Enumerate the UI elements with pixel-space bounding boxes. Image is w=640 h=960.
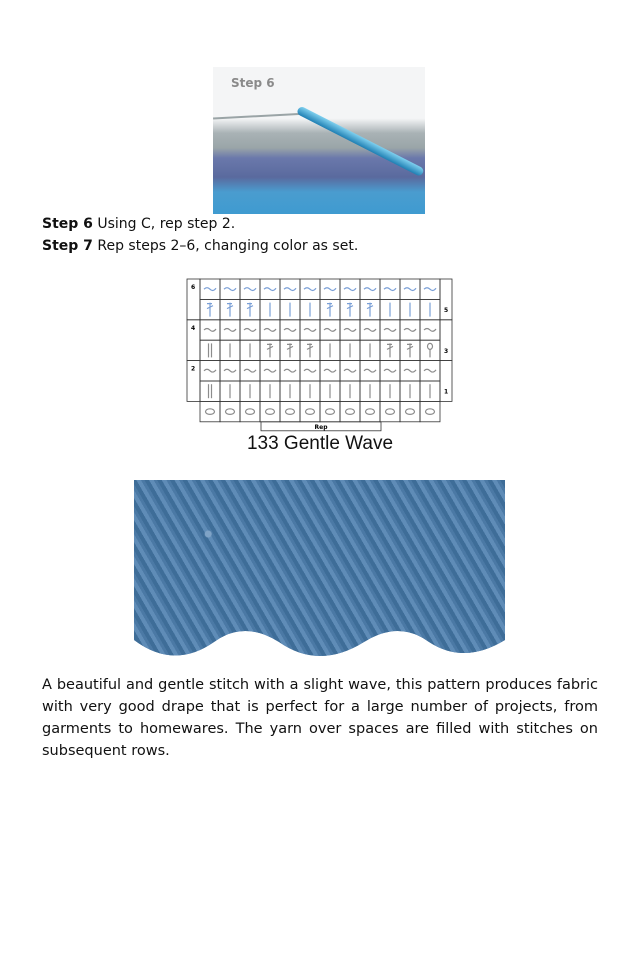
chain-symbol	[324, 369, 336, 372]
tr-symbol	[327, 303, 333, 317]
loop-symbol	[428, 343, 433, 349]
chain-symbol	[384, 369, 396, 372]
step-label: Step 7	[42, 238, 93, 254]
chain-symbol	[324, 329, 336, 332]
tr-symbol	[287, 343, 293, 357]
tr-symbol	[227, 303, 233, 317]
tr-symbol	[307, 343, 313, 357]
chain-symbol	[404, 288, 416, 291]
chain-symbol	[364, 369, 376, 372]
foundation-chain-symbol	[326, 409, 335, 415]
chain-symbol	[264, 369, 276, 372]
foundation-chain-symbol	[266, 409, 275, 415]
tr-symbol	[247, 303, 253, 317]
foundation-chain-symbol	[366, 409, 375, 415]
tr-symbol	[387, 343, 393, 357]
chain-symbol	[264, 329, 276, 332]
tr-symbol	[407, 343, 413, 357]
row-number-left: 2	[191, 365, 196, 373]
chain-symbol	[424, 288, 436, 291]
chain-symbol	[344, 329, 356, 332]
step-instruction: Rep steps 2–6, changing color as set.	[92, 238, 359, 254]
chain-symbol	[304, 369, 316, 372]
chart-cell	[300, 401, 320, 421]
chain-symbol	[304, 329, 316, 332]
chain-symbol	[324, 288, 336, 291]
chart-cell	[360, 401, 380, 421]
photo-label: Step 6	[231, 76, 275, 90]
stitch-chart	[0, 0, 640, 440]
step-instruction: Using C, rep step 2.	[92, 216, 236, 232]
foundation-chain-symbol	[206, 409, 215, 415]
step-label: Step 6	[42, 216, 93, 232]
row-number-left: 6	[191, 284, 196, 291]
foundation-chain-symbol	[426, 409, 435, 415]
chart-cell	[400, 401, 420, 421]
foundation-chain-symbol	[226, 409, 235, 415]
chain-symbol	[304, 288, 316, 291]
chain-symbol	[264, 288, 276, 291]
row-number-right: 5	[444, 307, 449, 314]
chart-cell	[320, 401, 340, 421]
chart-cell	[240, 401, 260, 421]
chart-cell	[220, 401, 240, 421]
chain-symbol	[364, 329, 376, 332]
chart-cell	[200, 381, 220, 401]
chain-symbol	[204, 329, 216, 332]
pattern-title: 133 Gentle Wave	[246, 433, 394, 454]
chain-symbol	[424, 329, 436, 332]
chain-symbol	[364, 288, 376, 291]
swatch-photo	[134, 480, 505, 660]
chain-symbol	[224, 288, 236, 291]
chain-symbol	[284, 369, 296, 372]
chain-symbol	[224, 369, 236, 372]
repeat-label: Rep	[314, 423, 328, 431]
chart-cell	[380, 401, 400, 421]
chart-cell	[200, 340, 220, 360]
chart-cell	[420, 401, 440, 421]
foundation-chain-symbol	[406, 409, 415, 415]
chart-cell	[280, 401, 300, 421]
tr-symbol	[267, 343, 273, 357]
foundation-chain-symbol	[306, 409, 315, 415]
foundation-chain-symbol	[386, 409, 395, 415]
pattern-description: A beautiful and gentle stitch with a slight wave, this pattern produces fabric with very good drape that is perfect for a large number of projects, from garments to homewares. The yarn over spaces are filled with stitches on subsequent rows.	[42, 677, 598, 759]
foundation-chain-symbol	[246, 409, 255, 415]
chain-symbol	[204, 369, 216, 372]
chain-symbol	[344, 288, 356, 291]
chain-symbol	[404, 369, 416, 372]
chart-cell	[200, 401, 220, 421]
chain-symbol	[344, 369, 356, 372]
tr-symbol	[207, 303, 213, 317]
row-number-right: 3	[444, 347, 449, 355]
row-number-right: 1	[444, 388, 449, 396]
chain-symbol	[384, 329, 396, 332]
tr-symbol	[347, 303, 353, 317]
chain-symbol	[224, 329, 236, 332]
chain-symbol	[384, 288, 396, 291]
chain-symbol	[284, 329, 296, 332]
chain-symbol	[244, 369, 256, 372]
chain-symbol	[404, 329, 416, 332]
chain-symbol	[244, 329, 256, 332]
chain-symbol	[424, 369, 436, 372]
chain-symbol	[244, 288, 256, 291]
chart-cell	[260, 401, 280, 421]
tr-symbol	[367, 303, 373, 317]
chain-symbol	[204, 288, 216, 291]
foundation-chain-symbol	[286, 409, 295, 415]
row-number-left: 4	[191, 324, 196, 332]
chain-symbol	[284, 288, 296, 291]
chart-cell	[340, 401, 360, 421]
foundation-chain-symbol	[346, 409, 355, 415]
